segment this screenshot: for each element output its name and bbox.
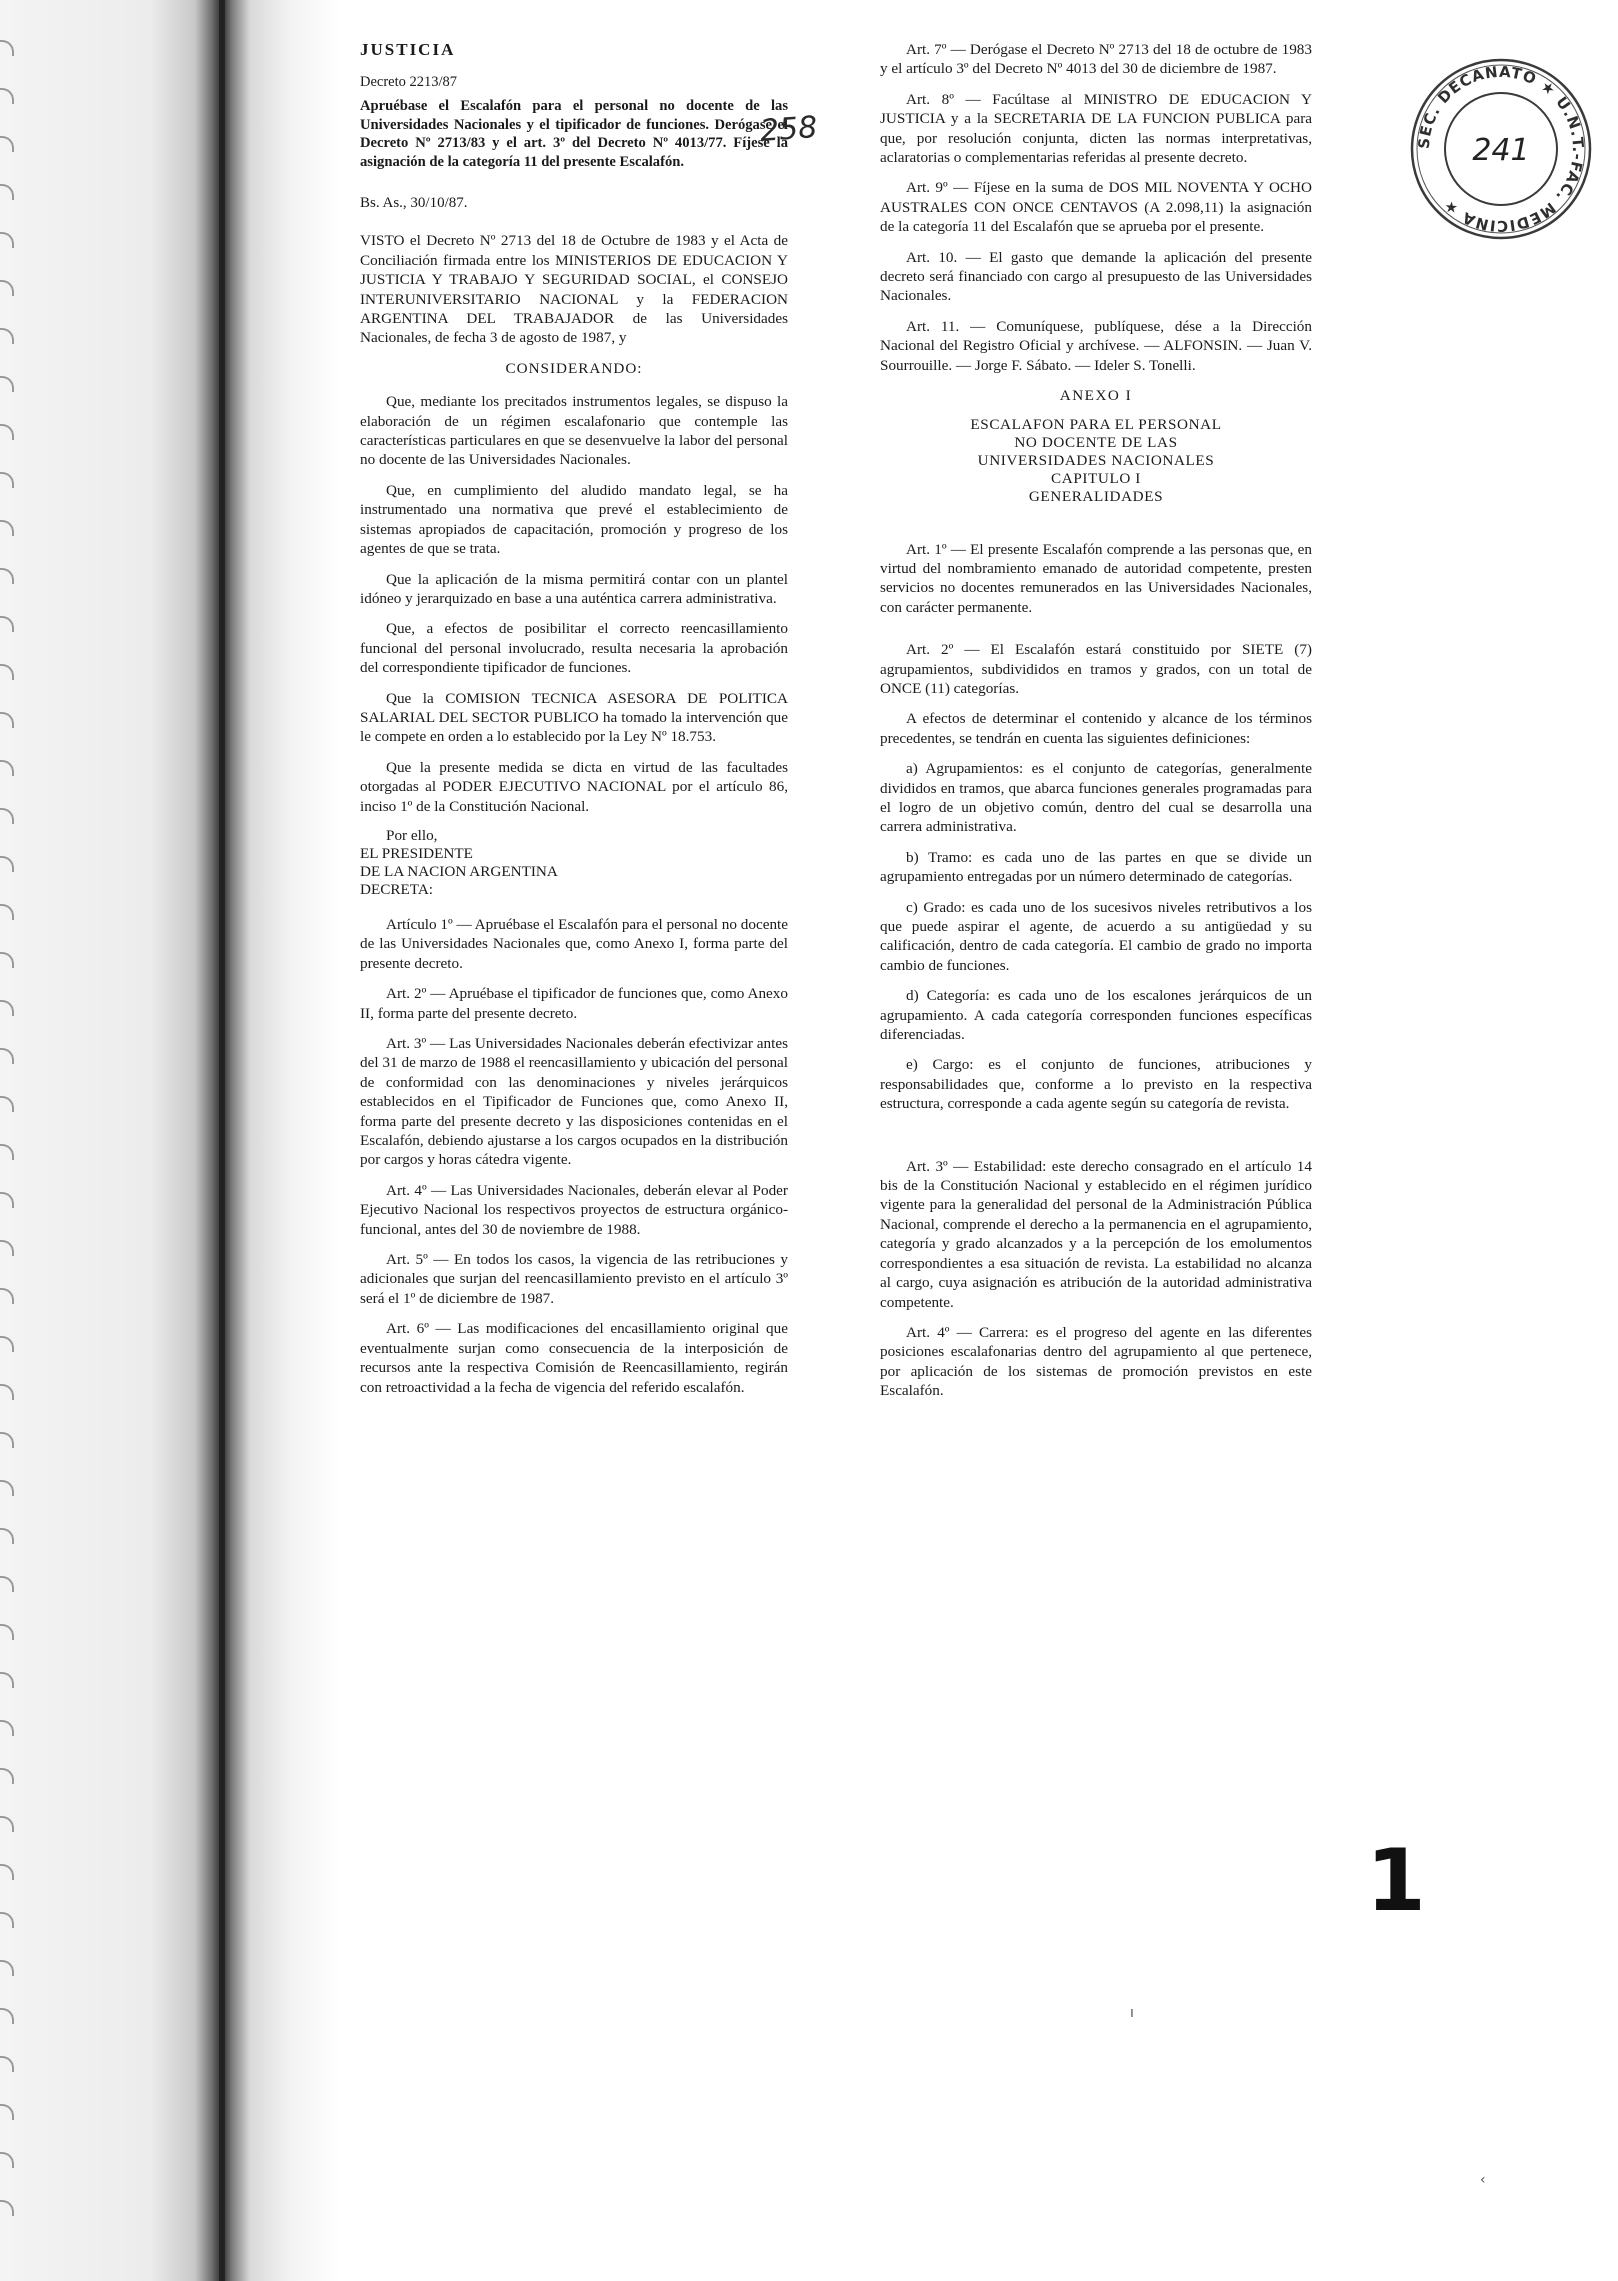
considerando-paragraph: Que la aplicación de la misma permitirá contar con un plantel idóneo y jerarquizado en base a una auténtica carrera administrativa. [360, 570, 788, 607]
stamp-graphic [1408, 56, 1594, 242]
anexo-title: ANEXO I [1059, 387, 1133, 405]
binder-ring-marks [0, 0, 14, 2281]
handwritten-folio-number: 258 [758, 110, 819, 149]
definitions-intro: A efectos de determinar el contenido y alcance de los términos precedentes, se tendrán en cuenta las siguientes definiciones: [880, 710, 1312, 747]
escalafon-heading-line: NO DOCENTE DE LAS [1014, 433, 1178, 451]
stamp-number: 241 [1472, 133, 1530, 168]
anexo-article-3: Art. 3º — Estabilidad: este derecho consagrado en el artículo 14 bis de la Constitución Nacional y establecido en el régimen jurídico vigente para la generalidad del personal de la Administración Pública Nacional, comprende el derecho a la permanencia en el agrupamiento, categoría y grado alcanzados y a la percepción de los emolumentos correspondientes a esa situación de revista. La estabilidad no alcanza al cargo, cuya asignación es atribución de la autoridad administrativa competente. [880, 1157, 1312, 1311]
article-paragraph: Artículo 1º — Apruébase el Escalafón para el personal no docente de las Universidades Nacionales que, como Anexo I, forma parte del presente decreto. [360, 915, 788, 972]
right-column [880, 40, 1312, 1412]
article-paragraph: Art. 9º — Fíjese en la suma de DOS MIL NOVENTA Y OCHO AUSTRALES CON ONCE CENTAVOS (A 2.098,11) la asignación de la categoría 11 del Escalafón que se aprueba por el presente. [880, 179, 1312, 236]
escalafon-heading-line: ESCALAFON PARA EL PERSONAL [970, 415, 1222, 433]
article-paragraph: Art. 5º — En todos los casos, la vigencia de las retribuciones y adicionales que surjan del reencasillamiento previsto en el artículo 3º será el 1º de diciembre de 1987. [360, 1251, 788, 1307]
decree-number: Decreto 2213/87 [360, 74, 458, 91]
article-paragraph: Art. 7º — Derógase el Decreto Nº 2713 del 18 de octubre de 1983 y el artículo 3º del Decreto Nº 4013 del 30 de diciembre de 1987. [880, 41, 1312, 78]
article-paragraph: Art. 8º — Facúltase al MINISTRO DE EDUCACION Y JUSTICIA y a la SECRETARIA DE LA FUNCION PUBLICA para que, por resolución conjunta, dicten las normas interpretativas, aclaratorias o complementarias referidas al presente decreto. [880, 90, 1312, 167]
binding-edge [219, 0, 225, 2281]
enacting-formula [360, 827, 788, 899]
article-paragraph: Art. 2º — Apruébase el tipificador de funciones que, como Anexo II, forma parte del presente decreto. [360, 985, 788, 1022]
section-title: JUSTICIA [360, 40, 456, 59]
escalafon-heading [880, 416, 1312, 506]
enacting-line: DECRETA: [360, 880, 434, 898]
page-number: 1 [1366, 1831, 1426, 1931]
definition-item: a) Agrupamientos: es el conjunto de categorías, generalmente divididos en tramos, que abarca funciones generales programadas para el logro de un objetivo común, dentro del cual se desarrolla una carrera administrativa. [880, 760, 1312, 836]
scan-binding-shadow [0, 0, 420, 2281]
article-paragraph: Art. 11. — Comuníquese, publíquese, dése a la Dirección Nacional del Registro Oficial y archívese. — ALFONSIN. — Juan V. Sourrouille. — Jorge F. Sábato. — Ideler S. Tonelli. [880, 317, 1312, 374]
considerando-heading: CONSIDERANDO: [505, 359, 643, 377]
left-column [360, 40, 788, 1408]
chapter-subheading: GENERALIDADES [1028, 487, 1164, 505]
anexo-article-4: Art. 4º — Carrera: es el progreso del agente en las diferentes posiciones escalafonarias dentro del agrupamiento al que pertenece, por aplicación de los sistemas de promoción previstos en este Escalafón. [880, 1323, 1312, 1400]
considerando-paragraph: Que la COMISION TECNICA ASESORA DE POLITICA SALARIAL DEL SECTOR PUBLICO ha tomado la intervención que le compete en orden a lo establecido por la Ley Nº 18.753. [360, 689, 788, 746]
definition-item: b) Tramo: es cada uno de las partes en que se divide un agrupamiento entregadas por un número determinado de categorías. [880, 848, 1312, 886]
scan-speck: ı [1130, 2005, 1134, 2021]
definition-item: c) Grado: es cada uno de los sucesivos niveles retributivos a los que puede aspirar el agente, de acuerdo a su antigüedad y su calificación, dentro de cada categoría. El cambio de grado no importa cambio de funciones. [880, 898, 1312, 974]
decree-summary: Apruébase el Escalafón para el personal no docente de las Universidades Nacionales y el tipificador de funciones. Derógase el Decreto Nº 2713/83 y el art. 3º del Decreto Nº 4013/77. Fíjese la asignación de la categoría 11 del presente Escalafón. [360, 97, 788, 171]
definition-item: e) Cargo: es el conjunto de funciones, atribuciones y responsabilidades que, conforme a lo previsto en la respectiva estructura, corresponde a cada agente según su categoría de revista. [880, 1056, 1312, 1113]
considerando-paragraph: Que, en cumplimiento del aludido mandato legal, se ha instrumentado una normativa que prevé el establecimiento de sistemas apropiados de capacitación, promoción y progreso de los agentes de que se trata. [360, 481, 788, 558]
faculty-stamp [1408, 56, 1594, 242]
scan-speck: ‹ [1480, 2172, 1486, 2188]
article-paragraph: Art. 4º — Las Universidades Nacionales, deberán elevar al Poder Ejecutivo Nacional los respectivos proyectos de estructura orgánico-funcional, antes del 30 de noviembre de 1988. [360, 1181, 788, 1238]
definition-item: d) Categoría: es cada uno de los escalones jerárquicos de un agrupamiento. A cada categoría corresponden funciones específicas diferenciadas. [880, 987, 1312, 1044]
por-ello: Por ello, [386, 826, 438, 844]
stamp-ring-text: SEC. DECANATO ★ U.N.T.-FAC. MEDICINA ★ [1414, 62, 1588, 236]
enacting-line: DE LA NACION ARGENTINA [360, 862, 558, 880]
place-date: Bs. As., 30/10/87. [360, 195, 468, 211]
considerando-paragraph: Que, mediante los precitados instrumentos legales, se dispuso la elaboración de un régimen escalafonario que contemple las características particulares en que se desenvuelve la labor del personal no docente de las Universidades Nacionales. [360, 393, 788, 469]
article-paragraph: Art. 6º — Las modificaciones del encasillamiento original que eventualmente surjan como consecuencia de la interposición de recursos ante la respectiva Comisión de Reencasillamiento, regirán con retroactividad a la fecha de vigencia del referido escalafón. [360, 1320, 788, 1396]
article-paragraph: Art. 3º — Las Universidades Nacionales deberán efectivizar antes del 31 de marzo de 1988 el reencasillamiento y ubicación del personal de conformidad con las denominaciones y niveles jerárquicos establecidos en el Tipificador de Funciones que, como Anexo II, forma parte del presente decreto y las disposiciones contenidas en el Escalafón, debiendo ajustarse a los cargos ocupados en la distribución por cargos y horas cátedra vigente. [360, 1035, 788, 1169]
anexo-article-1: Art. 1º — El presente Escalafón comprende a las personas que, en virtud del nombramiento emanado de autoridad competente, presten servicios no docentes remunerados en las Universidades Nacionales, con carácter permanente. [880, 540, 1312, 616]
considerando-paragraph: Que, a efectos de posibilitar el correcto reencasillamiento funcional del personal involucrado, resulta necesaria la aprobación del correspondiente tipificador de funciones. [360, 620, 788, 677]
escalafon-heading-line: UNIVERSIDADES NACIONALES [977, 451, 1215, 469]
enacting-line: EL PRESIDENTE [360, 844, 473, 862]
chapter-heading: CAPITULO I [1051, 469, 1141, 487]
article-paragraph: Art. 10. — El gasto que demande la aplicación del presente decreto será financiado con cargo al presupuesto de las Universidades Nacionales. [880, 248, 1312, 305]
visto-paragraph: VISTO el Decreto Nº 2713 del 18 de Octubre de 1983 y el Acta de Conciliación firmada entre los MINISTERIOS DE EDUCACION Y JUSTICIA Y TRABAJO Y SEGURIDAD SOCIAL, el CONSEJO INTERUNIVERSITARIO NACIONAL y la FEDERACION ARGENTINA DEL TRABAJADOR de las Universidades Nacionales, de fecha 3 de agosto de 1987, y [360, 232, 788, 347]
considerando-paragraph: Que la presente medida se dicta en virtud de las facultades otorgadas al PODER EJECUTIVO NACIONAL por el artículo 86, inciso 1º de la Constitución Nacional. [360, 758, 788, 815]
anexo-article-2: Art. 2º — El Escalafón estará constituido por SIETE (7) agrupamientos, subdivididos en tramos y grados, con un total de ONCE (11) categorías. [880, 641, 1312, 697]
